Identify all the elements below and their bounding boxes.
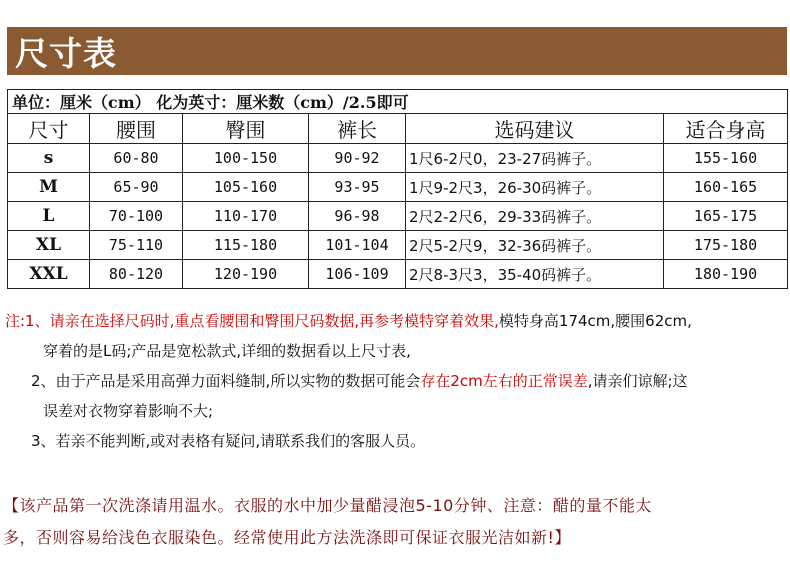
- hip-cell: 115-180: [183, 231, 309, 260]
- hip-cell: 120-190: [183, 260, 309, 289]
- table-row: [8, 260, 788, 289]
- size-cell: L: [8, 202, 90, 231]
- length-cell: 101-104: [309, 231, 406, 260]
- notes-section: [5, 306, 787, 456]
- waist-cell: 75-110: [90, 231, 183, 260]
- note-2: [5, 366, 787, 396]
- table-row: [8, 202, 788, 231]
- length-cell: 106-109: [309, 260, 406, 289]
- note-2-continued: 误差对衣物穿着影响不大;: [43, 402, 214, 420]
- size-cell: XL: [8, 231, 90, 260]
- waist-cell: 70-100: [90, 202, 183, 231]
- hip-cell: 100-150: [183, 144, 309, 173]
- hip-cell: 110-170: [183, 202, 309, 231]
- length-cell: 96-98: [309, 202, 406, 231]
- unit-note: 单位：厘米（cm） 化为英寸：厘米数（cm）/2.5即可: [8, 90, 788, 114]
- note-2-highlight: 存在2cm左右的正常误差: [420, 372, 588, 390]
- note-2-prefix: 2、由于产品是采用高弹力面料缝制,所以实物的数据可能会: [31, 372, 421, 390]
- height-cell: 175-180: [664, 231, 788, 260]
- header-length: 裤长: [309, 114, 406, 144]
- length-cell: 90-92: [309, 144, 406, 173]
- size-cell: M: [8, 173, 90, 202]
- waist-cell: 80-120: [90, 260, 183, 289]
- size-table: [7, 89, 788, 289]
- table-row: [8, 144, 788, 173]
- note-1: [5, 306, 787, 336]
- note-1-suffix: 模特身高174cm,腰围62cm,: [498, 312, 692, 330]
- note-1-prefix: 注:1、请亲在选择尺码时,: [5, 312, 175, 330]
- page-title: 尺寸表: [15, 33, 117, 73]
- note-2-suffix: ,请亲们谅解;这: [587, 372, 688, 390]
- waist-cell: 65-90: [90, 173, 183, 202]
- table-row: [8, 173, 788, 202]
- advice-cell: 2尺5-2尺9，32-36码裤子。: [406, 231, 664, 260]
- height-cell: 160-165: [664, 173, 788, 202]
- note-1-continued: 穿着的是L码;产品是宽松款式,详细的数据看以上尺寸表,: [43, 342, 411, 360]
- header-advice: 选码建议: [406, 114, 664, 144]
- advice-cell: 2尺8-3尺3，35-40码裤子。: [406, 260, 664, 289]
- table-header-row: [8, 114, 788, 144]
- size-cell: s: [8, 144, 90, 173]
- header-height: 适合身高: [664, 114, 788, 144]
- note-1-highlight: 重点看腰围和臀围尺码数据,再参考模特穿着效果,: [174, 312, 499, 330]
- advice-cell: 2尺2-2尺6，29-33码裤子。: [406, 202, 664, 231]
- length-cell: 93-95: [309, 173, 406, 202]
- height-cell: 155-160: [664, 144, 788, 173]
- wash-line-2: 多，否则容易给浅色衣服染色。经常使用此方法洗涤即可保证衣服光洁如新!】: [3, 528, 571, 547]
- note-3: 3、若亲不能判断,或对表格有疑问,请联系我们的客服人员。: [31, 432, 426, 450]
- header-waist: 腰围: [90, 114, 183, 144]
- header-hip: 臀围: [183, 114, 309, 144]
- table-row: [8, 231, 788, 260]
- advice-cell: 1尺6-2尺0，23-27码裤子。: [406, 144, 664, 173]
- title-banner: [7, 27, 787, 75]
- header-size: 尺寸: [8, 114, 90, 144]
- wash-line-1: 【该产品第一次洗涤请用温水。衣服的水中加少量醋浸泡5-10分钟、注意：醋的量不能太: [3, 496, 652, 515]
- advice-cell: 1尺9-2尺3，26-30码裤子。: [406, 173, 664, 202]
- hip-cell: 105-160: [183, 173, 309, 202]
- washing-instructions: [3, 490, 787, 554]
- height-cell: 180-190: [664, 260, 788, 289]
- size-cell: XXL: [8, 260, 90, 289]
- waist-cell: 60-80: [90, 144, 183, 173]
- height-cell: 165-175: [664, 202, 788, 231]
